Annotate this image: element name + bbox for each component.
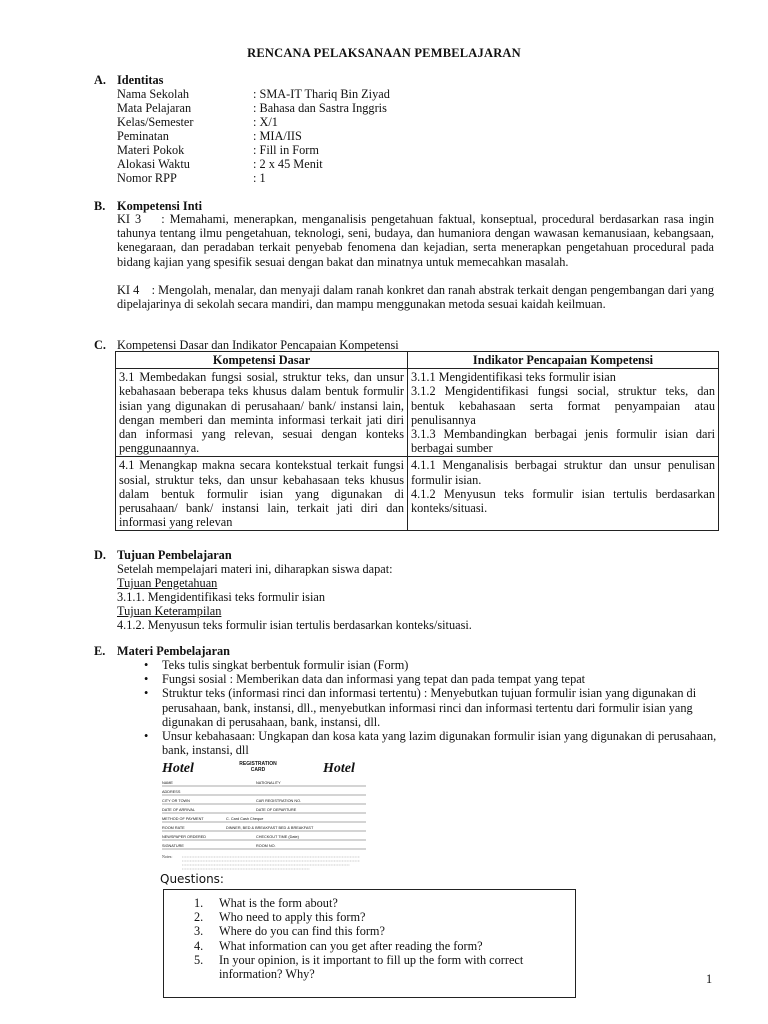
section-c-heading: Kompetensi Dasar dan Indikator Pencapaian Kompetensi [117, 338, 399, 352]
identity-label: Mata Pelajaran [117, 101, 192, 115]
identity-value: : Bahasa dan Sastra Inggris [253, 101, 387, 115]
form-field-label: NAME [162, 781, 173, 785]
identity-value: : 1 [253, 171, 266, 185]
section-a-letter: A. [94, 73, 106, 87]
form-field-label: C. Card Cash Cheque [226, 817, 264, 821]
table-row [116, 369, 719, 457]
form-field-label: METHOD OF PAYMENT [162, 817, 204, 821]
tujuan-keterampilan-heading: Tujuan Keterampilan [117, 604, 222, 618]
question-text: What information can you get after reading the form? [219, 938, 483, 953]
tujuan-pengetahuan-heading: Tujuan Pengetahuan [117, 576, 218, 590]
indicator-item: 3.1.2 Mengidentifikasi fungsi social, struktur teks, dan bentuk kebahasaan serta format penyampaian atau penulisannya [411, 384, 715, 427]
table-cell-indicator [408, 457, 719, 531]
section-a-heading: Identitas [117, 73, 164, 87]
ki3-paragraph: KI 3 : Memahami, menerapkan, menganalisis pengetahuan faktual, konseptual, procedural berdasarkan rasa ingin tahunya tentang ilmu pengetahuan, teknologi, seni, budaya, dan humaniora dengan wawasan kemanusiaan, kebangsaan, kenegaraan, dan peradaban terkait penyebab fenomena dan kejadian, serta menerapkan pengetahuan procedural pada bidang kajian yang spesifik sesuai dengan bakat dan minatnya untuk memecahkan masalah. [117, 212, 714, 269]
indicator-item: 3.1.3 Membandingkan berbagai jenis formulir isian dari berbagai sumber [411, 427, 715, 456]
registration-heading: REGISTRATION [239, 761, 277, 767]
identity-label: Materi Pokok [117, 143, 185, 157]
section-c-letter: C. [94, 338, 106, 352]
identity-label: Alokasi Waktu [117, 157, 190, 171]
identity-value: : Fill in Form [253, 143, 319, 157]
questions-list [194, 896, 564, 981]
indicator-item: 3.1.1 Mengidentifikasi teks formulir isian [411, 370, 616, 385]
list-item: • Struktur teks (informasi rinci dan informasi tertentu) : Menyebutkan tujuan formulir isian yang digunakan di perusahaan, bank, instansi, dll., menyebutkan informasi rinci dan informasi tertentu dari formulir isian yang digunakan di perusahaan, bank, instansi, dll. [140, 686, 720, 729]
identity-label: Nama Sekolah [117, 87, 190, 101]
tujuan-keterampilan-item: 4.1.2. Menyusun teks formulir isian tertulis berdasarkan konteks/situasi. [117, 618, 472, 632]
materi-list [140, 658, 720, 757]
form-field-label: CHECKOUT TIME (Date) [256, 835, 299, 839]
form-field-label: DATE OF ARRIVAL [162, 808, 195, 812]
question-text: What is the form about? [219, 896, 338, 910]
table-header-row [116, 352, 719, 369]
document-title: RENCANA PELAKSANAAN PEMBELAJARAN [247, 46, 521, 60]
form-field-label: ROOM RATE [162, 826, 185, 830]
question-item [194, 896, 564, 910]
form-field-label: ROOM NO. [256, 844, 276, 848]
questions-heading: Questions: [160, 872, 224, 886]
identity-label: Kelas/Semester [117, 115, 194, 129]
form-notes-label: Notes: [162, 854, 173, 859]
section-b-heading: Kompetensi Inti [117, 199, 203, 213]
table-row [116, 457, 719, 531]
question-number: 2. [194, 910, 204, 925]
form-field-label: NATIONALITY [256, 781, 281, 785]
question-text: Where do you can find this form? [219, 924, 385, 939]
question-number: 3. [194, 924, 204, 939]
identity-value: : 2 x 45 Menit [253, 157, 323, 171]
indicator-item: 4.1.2 Menyusun teks formulir isian tertulis berdasarkan konteks/situasi. [411, 486, 715, 516]
identity-value: : MIA/IIS [253, 129, 302, 143]
table-header-indicator: Indikator Pencapaian Kompetensi [408, 352, 719, 369]
question-number: 5. [194, 952, 204, 967]
competency-table [115, 351, 719, 531]
question-number: 1. [194, 896, 204, 910]
section-e-letter: E. [94, 644, 106, 658]
table-cell-indicator [408, 369, 719, 457]
question-text: Who need to apply this form? [219, 910, 366, 925]
question-number: 4. [194, 938, 204, 953]
form-field-label: NEWSPAPER ORDERED [162, 835, 207, 839]
identity-label: Peminatan [117, 129, 169, 143]
question-item [194, 924, 564, 938]
section-b-letter: B. [94, 199, 106, 213]
section-e-heading: Materi Pembelajaran [117, 644, 231, 658]
question-item [194, 910, 564, 924]
list-item: • Fungsi sosial : Memberikan data dan informasi yang tepat dan pada tempat yang tepat [140, 672, 720, 686]
tujuan-intro: Setelah mempelajari materi ini, diharapkan siswa dapat: [117, 562, 393, 576]
table-cell-kd: 4.1 Menangkap makna secara kontekstual terkait fungsi sosial, struktur teks, dan unsur kebahasaan teks khusus dalam bentuk formulir isian yang digunakan di perusahaan/ bank/ instansi lain, terkait jati diri dan informasi yang relevan [116, 457, 408, 531]
list-item: • Teks tulis singkat berbentuk formulir isian (Form) [140, 658, 720, 672]
form-field-label: DATE OF DEPARTURE [256, 808, 297, 812]
tujuan-pengetahuan-item: 3.1.1. Mengidentifikasi teks formulir isian [117, 590, 325, 604]
identity-value: : SMA-IT Thariq Bin Ziyad [253, 87, 390, 101]
page-number: 1 [706, 972, 713, 986]
form-field-label: SIGNATURE [162, 844, 184, 848]
hotel-left-label: Hotel [162, 761, 194, 776]
ki4-paragraph: KI 4 : Mengolah, menalar, dan menyaji dalam ranah konkret dan ranah abstrak terkait dengan pengembangan dari yang dipelajarinya di sekolah secara mandiri, dan mampu menggunakan metoda sesuai kaidah keilmuan. [117, 283, 714, 312]
section-d-heading: Tujuan Pembelajaran [117, 548, 232, 562]
questions-box [163, 889, 576, 998]
table-cell-kd: 3.1 Membedakan fungsi sosial, struktur teks, dan unsur kebahasaan beberapa teks khusus dalam bentuk formulir isian yang digunakan di perusahaan/ bank/ instansi lain, dengan memberi dan meminta informasi terkait jati diri dan informasi yang relevan, sesuai dengan konteks penggunaannya. [116, 369, 408, 457]
form-field-label: ADDRESS [162, 790, 181, 794]
identity-label: Nomor RPP [117, 171, 177, 185]
question-item [194, 939, 564, 953]
hotel-registration-card-image [160, 758, 368, 874]
question-text: In your opinion, is it important to fill up the form with correct information? Why? [219, 952, 524, 982]
indicator-item: 4.1.1 Menganalisis berbagai struktur dan unsur penulisan formulir isian. [411, 458, 715, 487]
form-field-label: CAR REGISTRATION NO. [256, 799, 302, 803]
identity-value: : X/1 [253, 115, 278, 129]
list-item: • Unsur kebahasaan: Ungkapan dan kosa kata yang lazim digunakan formulir isian yang digunakan di perusahaan, bank, instansi, dll [140, 729, 720, 757]
question-item [194, 953, 564, 981]
hotel-right-label: Hotel [323, 761, 355, 776]
table-header-kd: Kompetensi Dasar [116, 352, 408, 369]
form-field-label: DINNER, BED & BREAKFAST BED & BREAKFAST [226, 826, 314, 830]
form-field-label: CITY OR TOWN [162, 799, 190, 803]
section-d-letter: D. [94, 548, 106, 562]
card-subheading: CARD [250, 767, 266, 773]
